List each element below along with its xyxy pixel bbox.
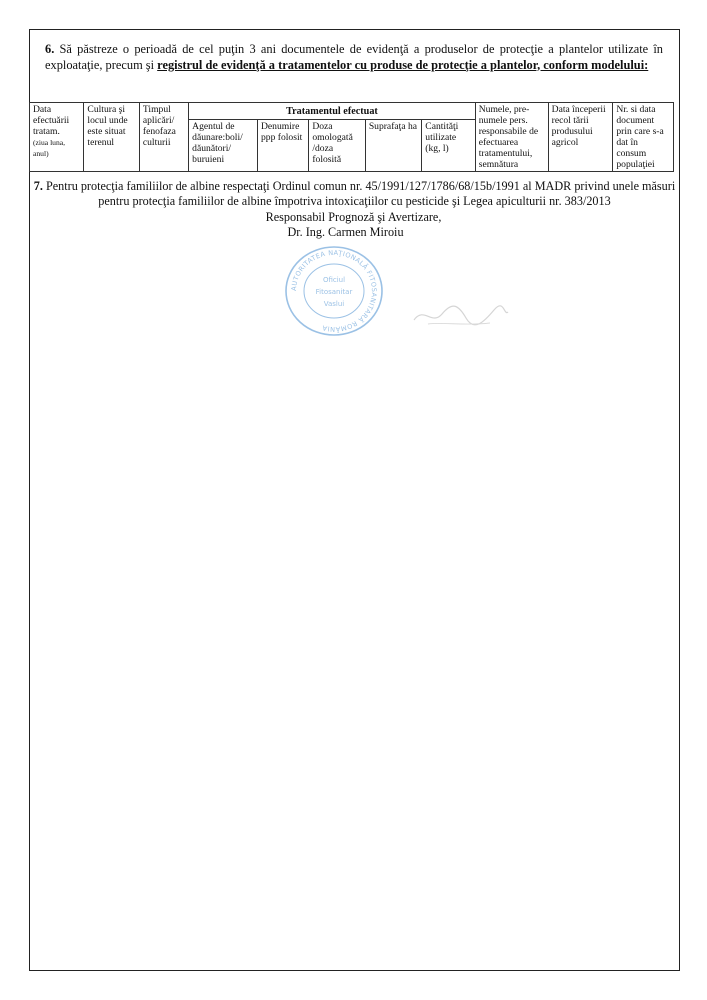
header-quantity: Cantităţi utilizate (kg, l) xyxy=(422,120,475,172)
header-treatment-group: Tratamentul efectuat xyxy=(189,103,476,120)
section-6-paragraph xyxy=(45,42,663,73)
official-stamp xyxy=(283,244,385,338)
section-7-paragraph xyxy=(29,179,680,209)
stamp-line-3: Vaslui xyxy=(323,300,345,308)
header-crop: Cultura şi locul unde este situat terenul xyxy=(84,103,139,172)
section-6-text: Să păstreze o perioadă de cel puţin 3 ani documentele de evidenţă a produselor de protecţie a plantelor utilizate în exploataţie, precum şi xyxy=(45,42,663,72)
header-dose: Doza omologată /doza folosită xyxy=(309,120,365,172)
signature-role: Responsabil Prognoză şi Avertizare, xyxy=(265,210,442,224)
signature-name: Dr. Ing. Carmen Miroiu xyxy=(287,225,404,239)
treatment-register-table xyxy=(29,102,674,172)
header-timing: Timpul aplicări/ fenofaza culturii xyxy=(139,103,188,172)
header-date: Data efectuării tratam. (ziua luna, anul) xyxy=(30,103,84,172)
header-agent: Agentul de dăunare:boli/ dăunători/ buruieni xyxy=(189,120,258,172)
header-person: Numele, pre-numele pers. responsabile de efectuarea tratamentului, semnătura xyxy=(475,103,548,172)
stamp-line-1: Oficiul xyxy=(322,276,346,284)
header-harvest-date: Data începerii recol tării produsului agricol xyxy=(548,103,613,172)
section-6-number: 6. xyxy=(45,42,55,56)
signature-scribble xyxy=(410,296,510,330)
header-document: Nr. si data document prin care s-a dat în consum populaţiei xyxy=(613,103,674,172)
header-area: Suprafaţa ha xyxy=(365,120,421,172)
header-product: Denumire ppp folosit xyxy=(257,120,308,172)
section-7-text: Pentru protecţia familiilor de albine respectaţi Ordinul comun nr. 45/1991/127/1786/68/15b/1991 al MADR privind unele măsuri pentru protecţia familiilor de albine împotriva intoxicaţiilor cu pesticide şi Legea apiculturii nr. 383/2013 xyxy=(42,179,676,208)
section-7-number: 7. xyxy=(33,179,43,193)
stamp-ring-text: AUTORITATEA NAŢIONALĂ FITOSANITARĂ ROMÂNIA xyxy=(289,248,379,334)
stamp-line-2: Fitosanitar xyxy=(315,288,353,296)
section-6-underlined-text: registrul de evidenţă a tratamentelor cu produse de protecţie a plantelor, conform modelului: xyxy=(157,57,649,72)
header-date-note: (ziua luna, anul) xyxy=(33,138,66,158)
